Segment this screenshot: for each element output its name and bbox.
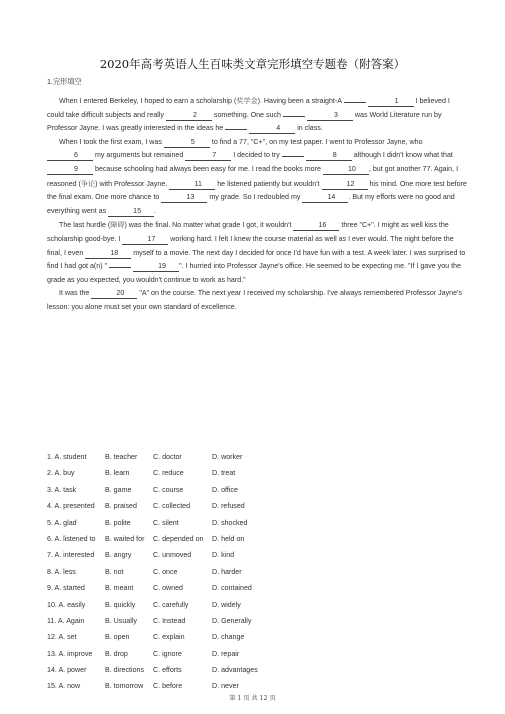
option-choice: 7. A. interested [47,551,95,560]
answer-blank-20: 20 [91,288,137,299]
paragraph-2 [47,136,467,219]
passage-text: my arguments but remained [93,151,186,160]
option-choice: D. held on [212,534,245,543]
option-choice: D. change [212,633,245,642]
option-choice: 11. A. Again [47,616,85,625]
passage-text: ) was the final. No matter what grade I got, it wouldn't [124,221,294,230]
answer-blank-17: 17 [122,234,168,245]
passage-text: to find a 77, "C+", on my test paper. I went to Professor Jayne, who [209,137,423,146]
passage-text: something. One such [211,110,283,119]
option-choice: C. ignore [153,649,182,658]
answer-blank-15: 15 [108,206,154,217]
option-row [47,469,302,485]
option-choice: C. before [153,682,183,691]
option-choice: C. efforts [153,666,182,675]
answer-blank-line [109,267,131,268]
option-choice: D. Generally [212,616,252,625]
option-choice: B. Usually [105,616,137,625]
option-choice: D. shocked [212,518,248,527]
option-choice: C. depended on [153,534,204,543]
option-choice: D. advantages [212,666,258,675]
paragraph-3 [47,218,467,287]
paragraph-4 [47,287,467,314]
passage-text: in class. [295,124,323,133]
option-choice: D. worker [212,453,243,461]
passage-text: "A" on the course. The next year I received my scholarship. I've always remembered Professor Jayne's lesson: you alone must set your own standard of excellence. [47,289,462,311]
answer-blank-6: 6 [47,150,93,161]
option-choice: C. collected [153,502,191,511]
answer-blank-8: 8 [306,150,352,161]
passage-text: myself to a movie. The next day I decided for once I'd have fun with a test. A week later. I was surprised to find I had got a(n) " [47,248,466,271]
option-row [47,453,302,469]
passage-text: his mind. One more test before the final exam. One more chance to [47,179,467,202]
answer-blank-10: 10 [323,164,369,175]
option-choice: 9. A. started [47,584,85,593]
option-row [47,519,302,535]
option-choice: C. silent [153,518,179,527]
option-row [47,584,302,600]
passage-text: I decided to try [231,151,282,160]
option-choice: B. game [105,485,132,494]
option-row [47,601,302,617]
option-row [47,551,302,567]
passage-text: . But my efforts were no good and everything went as [47,193,455,215]
page-footer: 第 1 页 共 12 页 [229,695,276,702]
answer-blank-7: 7 [185,150,231,161]
option-choice: B. drop [105,649,128,658]
passage-text: The last hurdle ( [59,221,111,230]
option-choice: C. owned [153,584,183,593]
passage-text: ). Having been a straight-A [257,97,344,105]
option-choice: 5. A. glad [47,518,77,527]
answer-blank-11: 11 [169,179,215,190]
option-choice: B. teacher [105,453,138,461]
passage-text: although I didn't know what that [351,151,453,160]
answer-blank-line [283,116,305,117]
option-choice: C. once [153,567,178,576]
paragraph-1 [47,94,467,136]
option-choice: D. contained [212,584,252,593]
passage-text: working hard. I felt I knew the course material as well as I ever would. The night before the final, I even [47,234,454,257]
option-choice: D. treat [212,469,236,478]
option-row [47,486,302,502]
option-choice: B. quickly [105,600,136,609]
option-choice: B. polite [105,518,131,527]
option-choice: B. not [105,567,124,576]
option-choice: B. angry [105,551,132,560]
option-choice: 10. A. easily [47,600,86,609]
option-choice: 3. A. task [47,485,77,494]
passage-text: my grade. So I redoubled my [207,193,303,202]
option-row [47,633,302,649]
answer-blank-9: 9 [47,164,93,175]
section-heading: 1.完形填空 [47,77,82,86]
page-title: 2020年高考英语人生百味类文章完形填空专题卷（附答案） [99,57,406,71]
passage-text: , but got another 77. Again, I reasoned ( [47,164,459,188]
options-list [47,453,302,699]
option-row [47,535,302,551]
answer-blank-19: 19 [133,261,179,272]
option-choice: C. course [153,485,184,494]
option-choice: B. tomorrow [105,682,144,691]
option-choice: B. directions [105,666,145,675]
option-choice: B. waited for [105,534,145,543]
answer-blank-16: 16 [293,220,339,231]
answer-blank-1: 1 [368,96,414,107]
option-choice: C. Instead [153,616,186,625]
answer-blank-line [344,102,366,103]
option-choice: 15. A. now [47,682,81,691]
option-choice: D. harder [212,567,242,576]
option-choice: C. carefully [153,600,189,609]
answer-blank-line [282,156,304,157]
passage-text: I believed I could take difficult subjects and really [47,97,450,119]
passage-text: three "C+". I might as well kiss the scholarship good-bye. I [47,221,449,243]
answer-blank-13: 13 [161,192,207,203]
option-choice: B. meant [105,584,134,593]
passage-text: ) with Professor Jayne. [95,179,170,188]
chinese-gloss: 障碍 [110,220,125,230]
option-choice: C. doctor [153,453,182,461]
option-row [47,502,302,518]
chinese-gloss: 奖学金 [236,96,258,105]
option-choice: D. never [212,682,239,691]
answer-blank-3: 3 [307,110,353,121]
passage-text: because schooling had always been easy for me. I read the books more [93,164,323,173]
option-choice: D. kind [212,551,235,560]
option-choice: B. learn [105,469,130,478]
option-choice: B. open [105,633,130,642]
option-choice: B. praised [105,502,137,511]
answer-blank-18: 18 [85,248,131,259]
passage-text: It was the [59,289,92,298]
option-choice: D. repair [212,649,240,658]
option-choice: 4. A. presented [47,502,95,511]
answer-blank-2: 2 [166,110,212,121]
answer-blank-14: 14 [302,192,348,203]
option-choice: D. widely [212,600,241,609]
option-choice: 12. A. set [47,633,77,642]
answer-blank-5: 5 [164,137,210,148]
passage-text: ". I hurried into Professor Jayne's office. He seemed to be expecting me. "If I gave you the grade as you expected, you wouldn't continue to work as hard." [47,262,461,284]
option-row [47,666,302,682]
answer-blank-line [225,129,247,130]
option-choice: 13. A. improve [47,649,93,658]
option-row [47,568,302,584]
option-choice: C. unmoved [153,551,192,560]
option-choice: D. office [212,485,238,494]
option-choice: 6. A. listened to [47,534,96,543]
option-choice: D. refused [212,502,245,511]
passage-text: . [154,206,157,215]
option-choice: C. reduce [153,469,184,478]
passage-text: When I entered Berkeley, I hoped to earn a scholarship ( [59,97,237,105]
answer-blank-4: 4 [249,123,295,134]
option-row [47,617,302,633]
answer-blank-12: 12 [322,179,368,190]
option-choice: 1. A. student [47,453,87,461]
option-choice: C. explain [153,633,185,642]
passage-text: he listened patiently but wouldn't [215,179,322,188]
option-row [47,650,302,666]
passage-text: When I took the first exam, I was [59,137,164,146]
option-choice: 14. A. power [47,666,87,675]
passage-text: was World Literature run by Professor Jayne. I was greatly interested in the ideas he [47,110,442,133]
cloze-passage [47,94,467,315]
option-choice: 2. A. buy [47,469,75,478]
chinese-gloss: 争论 [80,178,96,188]
option-choice: 8. A. less [47,567,76,576]
